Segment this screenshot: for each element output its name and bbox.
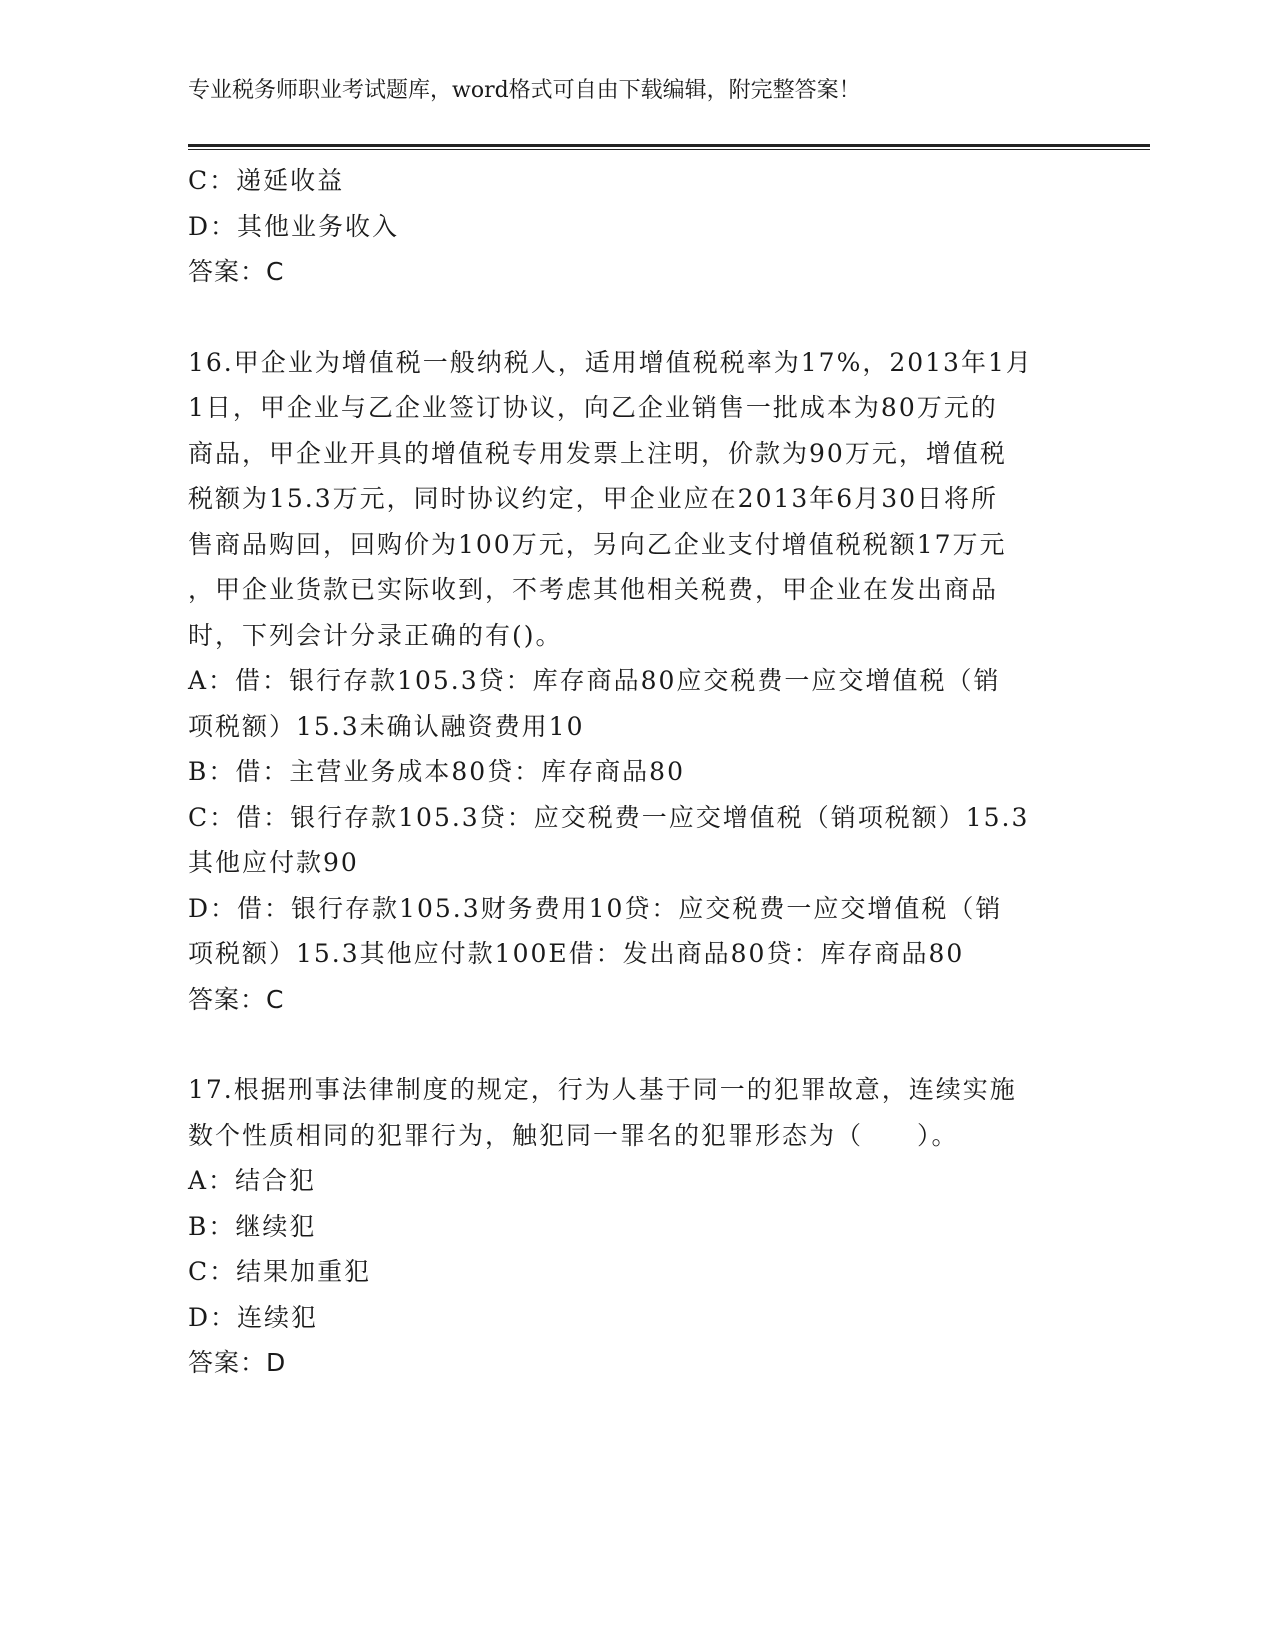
option-d-continued: 项税额）15.3其他应付款100E借：发出商品80贷：库存商品80 [188,939,965,968]
option-c: C：结果加重犯 [188,1257,372,1286]
question-text-line: 17.根据刑事法律制度的规定，行为人基于同一的犯罪故意，连续实施 [188,1075,1017,1104]
spacer [188,1022,1068,1067]
question-text-line: 商品，甲企业开具的增值税专用发票上注明，价款为90万元，增值税 [188,438,1007,468]
option-a-continued: 项税额）15.3未确认融资费用10 [188,711,585,741]
option-d: D：其他业务收入 [188,211,400,241]
option-b: B：借：主营业务成本80贷：库存商品80 [188,757,685,786]
question-text-line: 16.甲企业为增值税一般纳税人，适用增值税税率为17%，2013年1月 [188,347,1033,377]
page-header: 专业税务师职业考试题库，word格式可自由下载编辑，附完整答案！ [188,78,861,103]
answer-line: 答案：D [188,1348,287,1377]
question-text-line: ，甲企业货款已实际收到，不考虑其他相关税费，甲企业在发出商品 [188,575,999,604]
question-text-line: 数个性质相同的犯罪行为，触犯同一罪名的犯罪形态为（ ）。 [188,1120,959,1150]
question-16 [188,340,1068,1023]
option-d: D：借：银行存款105.3财务费用10贷：应交税费一应交增值税（销 [188,893,1003,923]
option-c: C：递延收益 [188,166,345,195]
question-text-line: 售商品购回，回购价为100万元，另向乙企业支付增值税税额17万元 [188,529,1007,559]
option-a: A：结合犯 [188,1166,317,1195]
spacer [188,295,1068,340]
prev-question-block [188,158,1068,295]
option-c: C：借：银行存款105.3贷：应交税费一应交增值税（销项税额）15.3 [188,802,1030,832]
header-divider [188,144,1150,150]
option-a: A：借：银行存款105.3贷：库存商品80应交税费一应交增值税（销 [188,666,1001,695]
option-c-continued: 其他应付款90 [188,848,359,877]
question-text-line: 1日，甲企业与乙企业签订协议，向乙企业销售一批成本为80万元的 [188,393,998,422]
option-b: B：继续犯 [188,1211,317,1241]
question-17 [188,1067,1068,1386]
question-text-line: 时，下列会计分录正确的有()。 [188,620,563,650]
option-d: D：连续犯 [188,1302,319,1332]
answer-line: 答案：C [188,257,285,286]
answer-line: 答案：C [188,984,285,1014]
document-body [188,158,1068,1386]
question-text-line: 税额为15.3万元，同时协议约定，甲企业应在2013年6月30日将所 [188,484,999,513]
